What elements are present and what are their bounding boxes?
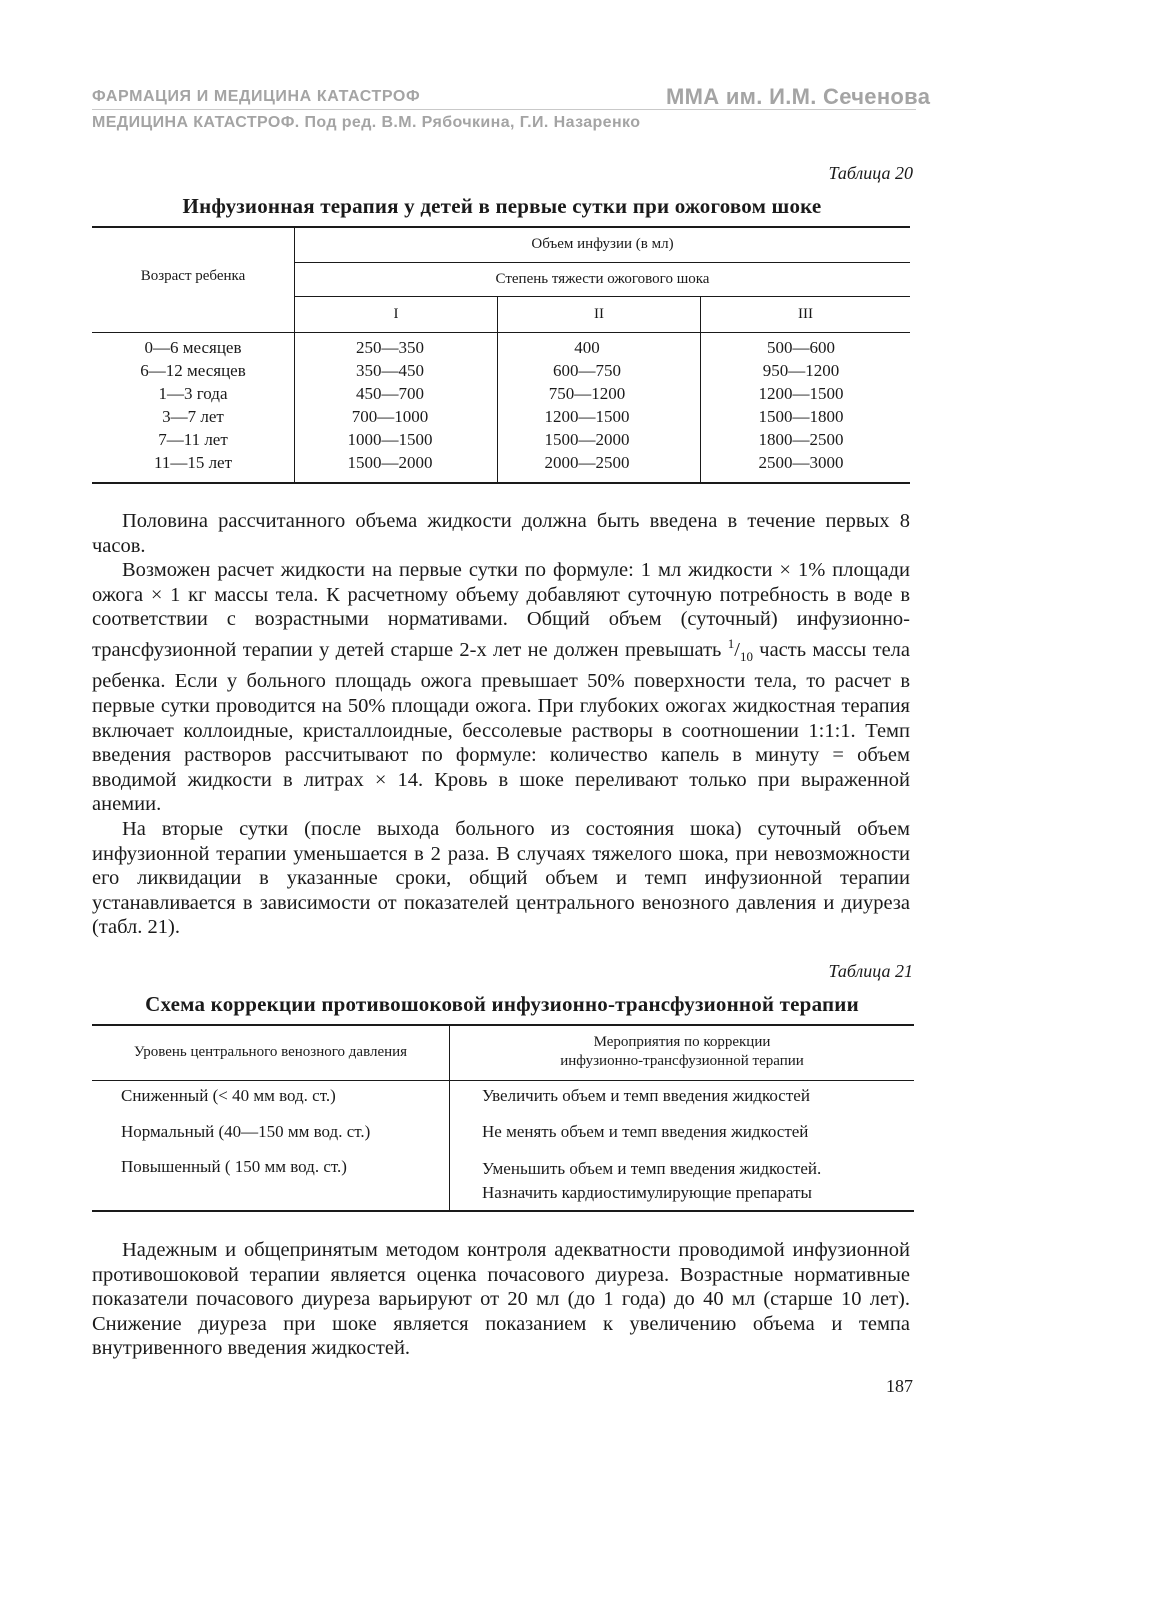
column-header-degree-3: III — [798, 306, 813, 322]
column-header-cvp-level: Уровень центрального венозного давления — [133, 1044, 408, 1060]
table-cell-age: 7—11 лет — [158, 430, 228, 449]
paragraph-part: часть массы тела ребенка. Если у больного площадь ожога превышает 50% поверхности тела, то расчет в первые сутки проводится на 50% площади ожога. При глубоких ожогах жидкостная терапия включает коллоидные, кристаллоидные, бессолевые растворы в соотношении 1:1:1. Темп введения растворов рассчитывают по формуле: количество капель в минуту = объем вводимой жидкости в литрах × 14. Кровь в шоке переливают только при выраженной анемии. — [92, 638, 911, 816]
table-rule — [295, 296, 910, 297]
table-rule — [92, 1210, 914, 1212]
table-cell-degree-2: 600—750 — [553, 361, 621, 380]
table-cell-degree-3: 2500—3000 — [758, 453, 844, 472]
table-rule — [92, 482, 910, 484]
paragraph: На вторые сутки (после выхода больного из состояния шока) суточный объем инфузионной терапии уменьшается в 2 раза. В случаях тяжелого шока, при невозможности его ликвидации в указанные сроки, общий объем и темп инфузионной терапии устанавливается в зависимости от показателей центрального венозного давления и диуреза (табл. 21). — [92, 818, 910, 939]
table-cell-measure-line-1: Уменьшить объем и темп введения жидкостей. — [482, 1159, 822, 1178]
table-cell-age: 0—6 месяцев — [144, 338, 242, 357]
table-21-label: Таблица 21 — [828, 961, 913, 981]
running-header-left: ФАРМАЦИЯ И МЕДИЦИНА КАТАСТРОФ — [92, 88, 421, 105]
table-cell-level: Сниженный (< 40 мм вод. ст.) — [121, 1086, 336, 1105]
body-text-2 — [92, 1238, 910, 1361]
table-cell-degree-1: 450—700 — [356, 384, 424, 403]
table-cell-degree-1: 700—1000 — [351, 407, 429, 426]
table-cell-degree-1: 1500—2000 — [347, 453, 433, 472]
table-cell-measure: Не менять объем и темп введения жидкостей — [482, 1122, 809, 1141]
table-cell-age: 1—3 года — [158, 384, 228, 403]
table-cell-degree-2: 1200—1500 — [544, 407, 630, 426]
table-cell-measure: Увеличить объем и темп введения жидкостей — [482, 1086, 810, 1105]
fraction-denominator: 10 — [739, 648, 753, 664]
table-cell-degree-3: 1800—2500 — [758, 430, 844, 449]
body-text-1 — [92, 509, 910, 940]
table-cell-level: Нормальный (40—150 мм вод. ст.) — [121, 1122, 371, 1141]
column-header-degree-1: I — [393, 306, 399, 322]
table-cell-degree-3: 500—600 — [767, 338, 835, 357]
table-cell-age: 11—15 лет — [153, 453, 233, 472]
header-divider — [92, 109, 916, 110]
column-header-measures-line-2: инфузионно-трансфузионной терапии — [560, 1053, 804, 1069]
paragraph-part: Возможен расчет жидкости на первые сутки по формуле: 1 мл жидкости × 1% площади ожога × 1 кг массы тела. К расчетному объему добавляют суточную потребность в воде в соответствии с возрастными нормативами. Общий объем (суточный) инфузионно-трансфузионной терапии у детей старше 2-х лет не должен превышать — [92, 559, 910, 661]
table-cell-degree-3: 1200—1500 — [758, 384, 844, 403]
table-cell-age: 6—12 месяцев — [140, 361, 246, 380]
table-cell-measure — [482, 1157, 821, 1205]
table-21 — [92, 1024, 914, 1212]
table-20 — [92, 226, 910, 484]
column-header-degree-2: II — [594, 306, 604, 322]
column-header-measures — [450, 1033, 914, 1071]
table-rule — [92, 1024, 914, 1026]
paragraph: Половина рассчитанного объема жидкости должна быть введена в течение первых 8 часов. — [92, 510, 910, 557]
running-header-right: ММА им. И.М. Сеченова — [666, 84, 931, 109]
table-20-title: Инфузионная терапия у детей в первые сутки при ожоговом шоке — [182, 194, 822, 218]
table-cell-degree-1: 250—350 — [356, 338, 424, 357]
table-cell-degree-2: 2000—2500 — [544, 453, 630, 472]
table-cell-degree-3: 1500—1800 — [758, 407, 844, 426]
table-rule — [92, 332, 910, 333]
column-header-severity: Степень тяжести ожогового шока — [495, 271, 710, 287]
table-cell-degree-1: 1000—1500 — [347, 430, 433, 449]
column-header-measures-line-1: Мероприятия по коррекции — [593, 1034, 771, 1050]
table-cell-degree-1: 350—450 — [356, 361, 424, 380]
column-header-age: Возраст ребенка — [140, 268, 246, 284]
table-cell-measure-line-2: Назначить кардиостимулирующие препараты — [482, 1183, 812, 1202]
table-cell-degree-2: 750—1200 — [548, 384, 626, 403]
table-cell-degree-3: 950—1200 — [762, 361, 840, 380]
paragraph: Надежным и общепринятым методом контроля адекватности проводимой инфузионной противошоковой терапии является оценка почасового диуреза. Возрастные нормативные показатели почасового диуреза варьируют от 20 мл (до 1 года) до 40 мл (старше 10 лет). Снижение диуреза при шоке является показанием к увеличению объема и темпа внутривенного введения жидкостей. — [92, 1239, 910, 1360]
table-cell-degree-2: 400 — [574, 338, 600, 357]
page-number: 187 — [886, 1376, 913, 1396]
table-rule — [92, 226, 910, 228]
table-21-title: Схема коррекции противошоковой инфузионно-трансфузионной терапии — [145, 992, 859, 1016]
table-20-label: Таблица 20 — [828, 163, 913, 183]
table-rule — [295, 262, 910, 263]
table-cell-level: Повышенный ( 150 мм вод. ст.) — [121, 1157, 347, 1176]
running-header-subtitle: МЕДИЦИНА КАТАСТРОФ. Под ред. В.М. Рябочкина, Г.И. Назаренко — [92, 114, 641, 131]
paragraph: Возможен расчет жидкости на первые сутки по формуле: 1 мл жидкости × 1% площади ожога × 1 кг массы тела. К расчетному объему добавляют суточную потребность в воде в соответствии с возрастными нормативами. Общий объем (суточный) инфузионно-трансфузионной терапии у детей старше 2-х лет не должен превышать $^1/_{10}$ часть массы тела ребенка. Если у больного площадь ожога превышает 50% поверхности тела, то расчет в первые сутки проводится на 50% площади ожога. При глубоких ожогах жидкостная терапия включает коллоидные, кристаллоидные, бессолевые растворы в соотношении 1:1:1. Темп введения растворов рассчитывают по формуле: количество капель в минуту = объем вводимой жидкости в литрах × 14. Кровь в шоке переливают только при выраженной анемии. — [92, 559, 911, 816]
column-header-volume: Объем инфузии (в мл) — [531, 236, 674, 252]
table-cell-age: 3—7 лет — [162, 407, 224, 426]
table-rule — [92, 1080, 914, 1081]
table-cell-degree-2: 1500—2000 — [544, 430, 630, 449]
fraction-numerator: 1 — [727, 635, 735, 651]
